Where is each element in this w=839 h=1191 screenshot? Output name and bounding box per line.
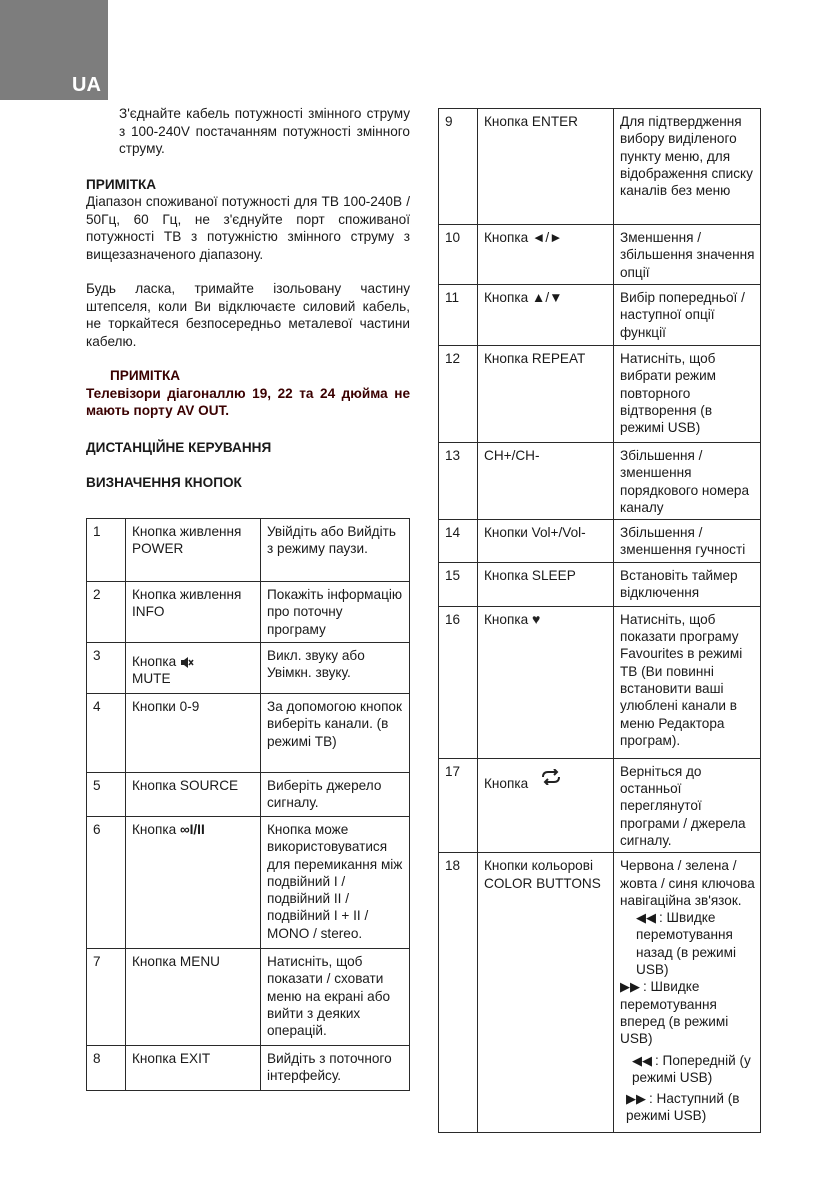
row-number: 17 [439,758,478,852]
button-description: Натисніть, щоб показати програму Favourites в режимі ТВ (Ви повинні встановити ваші улюблені канали в меню Редактора програм). [614,606,761,758]
button-name [478,606,614,758]
button-description: Натисніть, щоб вибрати режим повторного відтворення (в режимі USB) [614,346,761,443]
button-name-label: Кнопки кольорові [484,858,593,874]
button-name: Кнопка SLEEP [478,562,614,606]
table-row [87,582,410,643]
row-number: 11 [439,285,478,346]
row-number: 13 [439,443,478,520]
table-row [87,817,410,949]
row-number: 2 [87,582,126,643]
language-tab [0,0,108,100]
button-description: Виберіть джерело сигналу. [261,773,410,817]
table-row [439,109,761,225]
safety-paragraph: Будь ласка, тримайте ізольовану частину штепселя, коли Ви відключаєте силовий кабель, не торкайтеся безпосередньо металевої частини кабелю. [86,281,410,349]
row-number: 6 [87,817,126,949]
fast-forward-icon: ▶▶ [620,979,640,995]
button-name: Кнопка REPEAT [478,346,614,443]
note2-text: Телевізори діагоналлю 19, 22 та 24 дюйма не мають порту AV OUT. [86,385,410,418]
row-number: 9 [439,109,478,225]
button-description: Натисніть, щоб показати / сховати меню на екрані або вийти з деяких операцій. [261,949,410,1046]
color-buttons-text: Червона / зелена / жовта / синя ключова навігаційна зв'язок. [620,858,755,908]
button-name: Кнопка EXIT [126,1046,261,1091]
table-row [87,643,410,694]
button-description: Встановіть таймер відключення [614,562,761,606]
section-title: ДИСТАНЦІЙНЕ КЕРУВАННЯ [86,439,272,455]
button-description: Вийдіть з поточного інтерфейсу. [261,1046,410,1091]
subsection-title: ВИЗНАЧЕННЯ КНОПОК [86,475,242,490]
button-description: Збільшення / зменшення порядкового номера каналу [614,443,761,520]
note1-heading: ПРИМІТКА [86,176,157,192]
row-number: 7 [87,949,126,1046]
button-name: Кнопка ◄/► [478,225,614,285]
note1-text: Діапазон споживаної потужності для ТВ 100-240В / 50Гц, 60 Гц, не з'єднуйте порт споживаної потужності ТВ з потужністю змінного струму з вищезазначеного діапазону. [86,194,410,262]
button-table-left [86,518,410,1091]
button-name-label: Кнопка [132,654,177,669]
button-name [126,817,261,949]
table-row [439,758,761,852]
button-name-label: Кнопка [132,822,177,837]
table-row [87,1046,410,1091]
row-number: 14 [439,520,478,563]
rewind-icon: ◀◀ [636,910,656,926]
button-name-label2: COLOR BUTTONS [484,875,601,891]
table-row [439,562,761,606]
table-row [439,443,761,520]
button-description: Верніться до останньої переглянутої програми / джерела сигналу. [614,758,761,852]
row-number: 16 [439,606,478,758]
button-name-label: Кнопка [484,775,529,791]
table-row [439,853,761,1133]
row-number: 3 [87,643,126,694]
button-description: Викл. звуку або Увімкн. звуку. [261,643,410,694]
button-description: Увійдіть або Вийдіть з режиму паузи. [261,519,410,582]
note2-heading: ПРИМІТКА [110,368,181,383]
fast-forward-text: : Швидке перемотування вперед (в режимі USB) [620,979,729,1047]
button-description: Вибір попередньої / наступної опції функції [614,285,761,346]
next-icon: ▶▶ [626,1091,646,1107]
button-description: Покажіть інформацію про поточну програму [261,582,410,643]
row-number: 4 [87,694,126,773]
next-text: : Наступний (в режимі USB) [626,1091,740,1124]
table-row [87,773,410,817]
button-name: Кнопка живлення INFO [126,582,261,643]
row-number: 10 [439,225,478,285]
table-row [87,694,410,773]
row-number: 18 [439,853,478,1133]
table-row [439,346,761,443]
row-number: 5 [87,773,126,817]
button-name: Кнопка SOURCE [126,773,261,817]
mute-icon [180,656,194,669]
button-name-label: Кнопка [484,611,529,627]
button-name: Кнопка ENTER [478,109,614,225]
intro-text: З'єднайте кабель потужності змінного струму з 100-240V постачанням потужності змінного струму. [119,106,410,156]
table-row [439,520,761,563]
button-name [478,853,614,1133]
recall-icon [540,769,562,785]
row-number: 8 [87,1046,126,1091]
left-column [86,105,410,492]
language-label: UA [72,74,101,96]
button-name [478,758,614,852]
button-name: Кнопки Vol+/Vol- [478,520,614,563]
button-description [614,853,761,1133]
button-description: За допомогою кнопок виберіть канали. (в режимі ТВ) [261,694,410,773]
row-number: 15 [439,562,478,606]
button-name [126,643,261,694]
previous-text: : Попередній (у режимі USB) [632,1052,751,1085]
button-name: Кнопка MENU [126,949,261,1046]
button-description: Для підтвердження вибору виділеного пункту меню, для відображення списку каналів без меню [614,109,761,225]
table-row [439,285,761,346]
row-number: 1 [87,519,126,582]
row-number: 12 [439,346,478,443]
button-name: Кнопка живлення POWER [126,519,261,582]
button-name: Кнопки 0-9 [126,694,261,773]
previous-icon: ◀◀ [632,1052,652,1068]
button-description: Кнопка може використовуватися для перемикання між подвійний I / подвійний II / подвійний I + II / MONO / stereo. [261,817,410,949]
table-row [439,225,761,285]
button-name: Кнопка ▲/▼ [478,285,614,346]
dual-sound-icon: ∞I/II [179,822,205,837]
button-description: Збільшення / зменшення гучності [614,520,761,563]
table-row [439,606,761,758]
button-description: Зменшення / збільшення значення опції [614,225,761,285]
button-name-label2: MUTE [132,671,171,687]
rewind-text: : Швидке перемотування назад (в режимі USB) [636,910,736,978]
heart-icon: ♥ [531,610,541,627]
table-row [87,519,410,582]
button-name: CH+/CH- [478,443,614,520]
button-table-right [438,108,761,1133]
table-row [87,949,410,1046]
